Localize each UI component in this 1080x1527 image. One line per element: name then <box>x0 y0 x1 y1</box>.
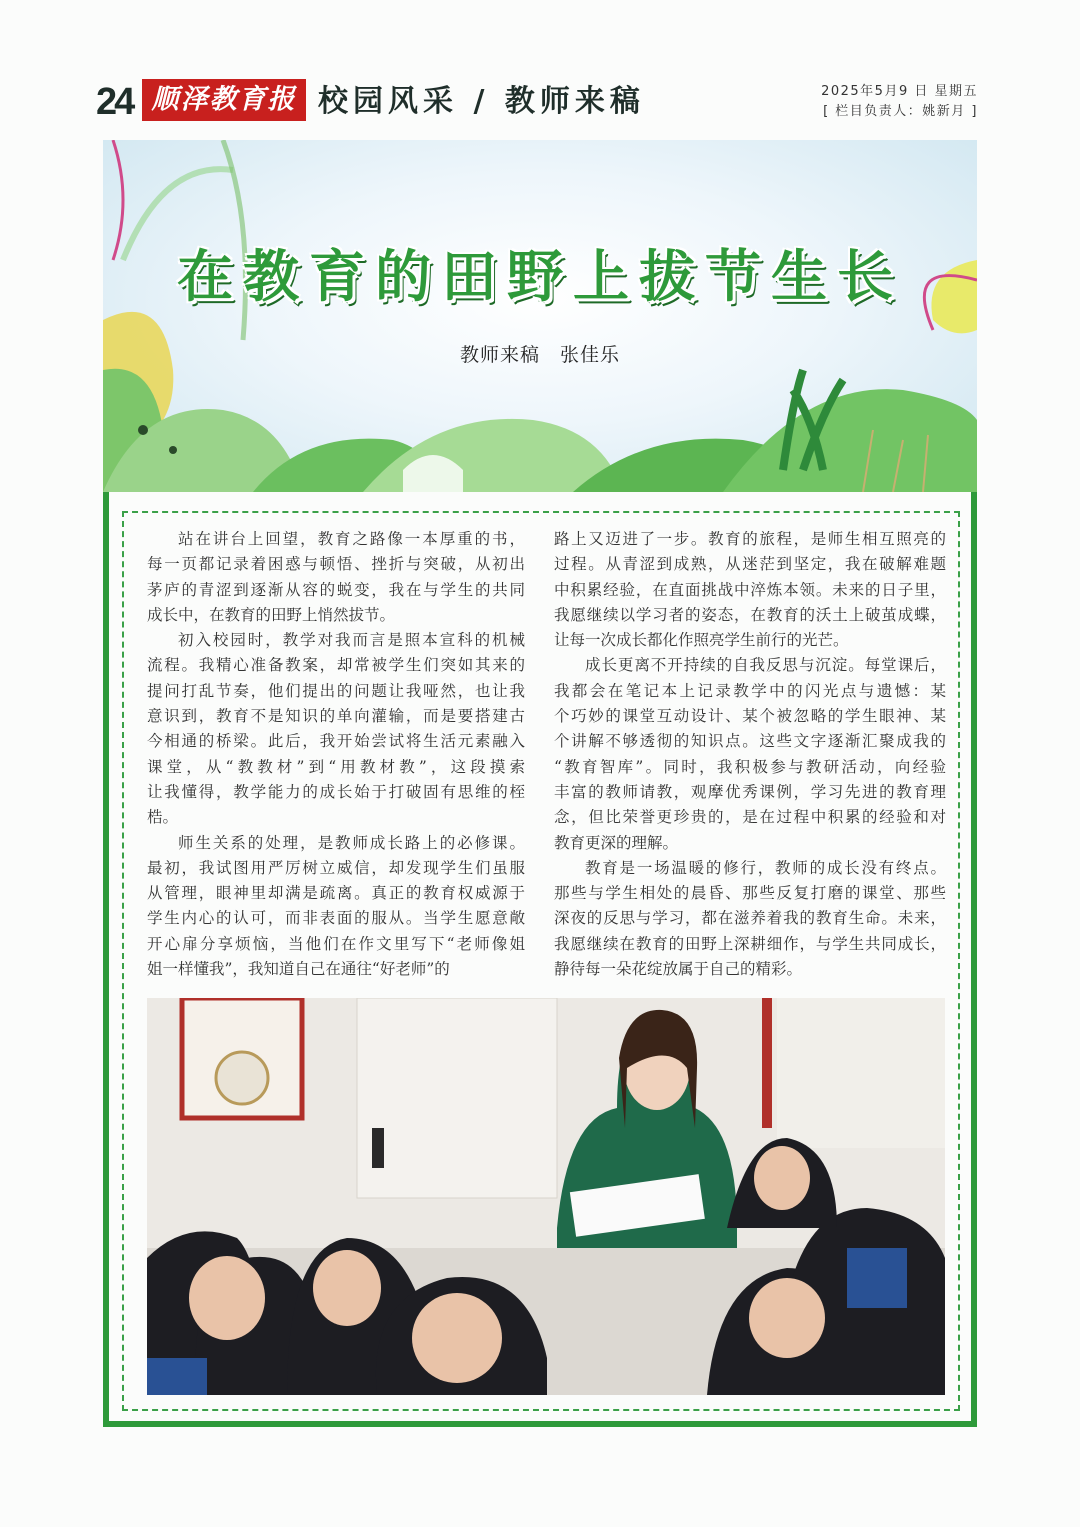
article-text-line: 初入校园时，教学对我而言是照本宣科的机械 <box>178 631 525 650</box>
article-text-line: 教育更深的理解。 <box>554 833 679 852</box>
article-text-line: 姐一样懂我”，我知道自己在通往“好老师”的 <box>147 960 450 979</box>
article-text-line: 每一页都记录着困惑与顿悟、挫折与突破，从初出 <box>147 555 525 574</box>
article-text-line: 让每一次成长都化作照亮学生前行的光芒。 <box>554 631 849 650</box>
article-text-line: 个巧妙的课堂互动设计、某个被忽略的学生眼神、某 <box>554 707 946 726</box>
article-text-line: 静待每一朵花绽放属于自己的精彩。 <box>554 960 803 979</box>
article-banner <box>103 140 977 492</box>
article-text-line: 提问打乱节奏，他们提出的问题让我哑然，也让我 <box>147 681 525 700</box>
article-text-line: 我愿继续以学习者的姿态，在教育的沃土上破茧成蝶， <box>554 605 946 624</box>
article-text-line: 学生内心的认可，而非表面的服从。当学生愿意敞 <box>147 909 525 928</box>
article-column-right <box>554 527 946 982</box>
article-text-line: 中积累经验，在直面挑战中淬炼本领。未来的日子里， <box>554 580 946 599</box>
article-text-line: 我愿继续在教育的田野上深耕细作，与学生共同成长， <box>554 934 946 953</box>
article-text-line: 最初，我试图用严厉树立威信，却发现学生们虽服 <box>147 858 525 877</box>
article-text-line: 深夜的反思与学习，都在滋养着我的教育生命。未来， <box>554 909 946 928</box>
article-text-line: 那些与学生相处的晨昏、那些反复打磨的课堂、那些 <box>554 884 946 903</box>
article-text-line: 站在讲台上回望，教育之路像一本厚重的书， <box>178 530 525 548</box>
issue-meta <box>821 82 978 122</box>
column-editor: [ 栏目负责人：姚新月 ] <box>823 104 978 119</box>
article-text-line: “教育智库”。同时，我积极参与教研活动，向经验 <box>554 757 946 776</box>
classroom-photo-illustration <box>147 998 945 1395</box>
article-byline: 教师来稿 张佳乐 <box>459 344 620 366</box>
article-text-line: 丰富的教师请教，观摩优秀课例，学习先进的教育理 <box>554 782 946 801</box>
article-text-line: 我都会在笔记本上记录教学中的闪光点与遗憾：某 <box>554 681 946 700</box>
article-text-line: 今相通的桥梁。此后，我开始尝试将生活元素融入 <box>147 732 525 751</box>
article-text-line: 教育是一场温暖的修行，教师的成长没有终点。 <box>585 858 946 877</box>
article-text-line: 让我懂得，教学能力的成长始于打破固有思维的桎 <box>147 782 525 801</box>
article-text-line: 师生关系的处理，是教师成长路上的必修课。 <box>178 833 525 852</box>
page-number: 24 <box>96 81 133 123</box>
banner-decoration <box>103 140 977 492</box>
article-title: 在教育的田野上拔节生长 <box>177 245 903 310</box>
article-text-line: 路上又迈进了一步。教育的旅程，是师生相互照亮的 <box>554 530 946 548</box>
article-text-line: 意识到，教育不是知识的单向灌输，而是要搭建古 <box>147 707 525 726</box>
article-text-line: 念，但比荣誉更珍贵的，是在过程中积累的经验和对 <box>554 808 946 827</box>
article-text-line: 课堂，从“教教材”到“用教材教”，这段摸索 <box>147 757 525 776</box>
article-text-line: 开心扉分享烦恼，当他们在作文里写下“老师像姐 <box>147 934 525 953</box>
section-title: 校园风采 / 教师来稿 <box>318 84 645 119</box>
article-text-line: 流程。我精心准备教案，却常被学生们突如其来的 <box>147 656 525 675</box>
article-text-line: 梏。 <box>147 808 179 827</box>
article-text-line: 茅庐的青涩到逐渐从容的蜕变，我在与学生的共同 <box>147 580 525 599</box>
article-column-left <box>147 527 525 982</box>
newspaper-masthead-logo: 顺泽教育报 <box>142 79 306 121</box>
article-text-line: 从管理，眼神里却满是疏离。真正的教育权威源于 <box>147 884 525 903</box>
article-text-line: 个讲解不够透彻的知识点。这些文字逐渐汇聚成我的 <box>554 732 946 751</box>
article-text-line: 成长中，在教育的田野上悄然拔节。 <box>147 605 396 624</box>
classroom-photo <box>147 998 945 1395</box>
article-text-line: 过程。从青涩到成熟，从迷茫到坚定，我在破解难题 <box>554 555 946 574</box>
issue-date: 2025年5月9 日 星期五 <box>821 84 978 99</box>
article-text-line: 成长更离不开持续的自我反思与沉淀。每堂课后， <box>585 656 946 675</box>
